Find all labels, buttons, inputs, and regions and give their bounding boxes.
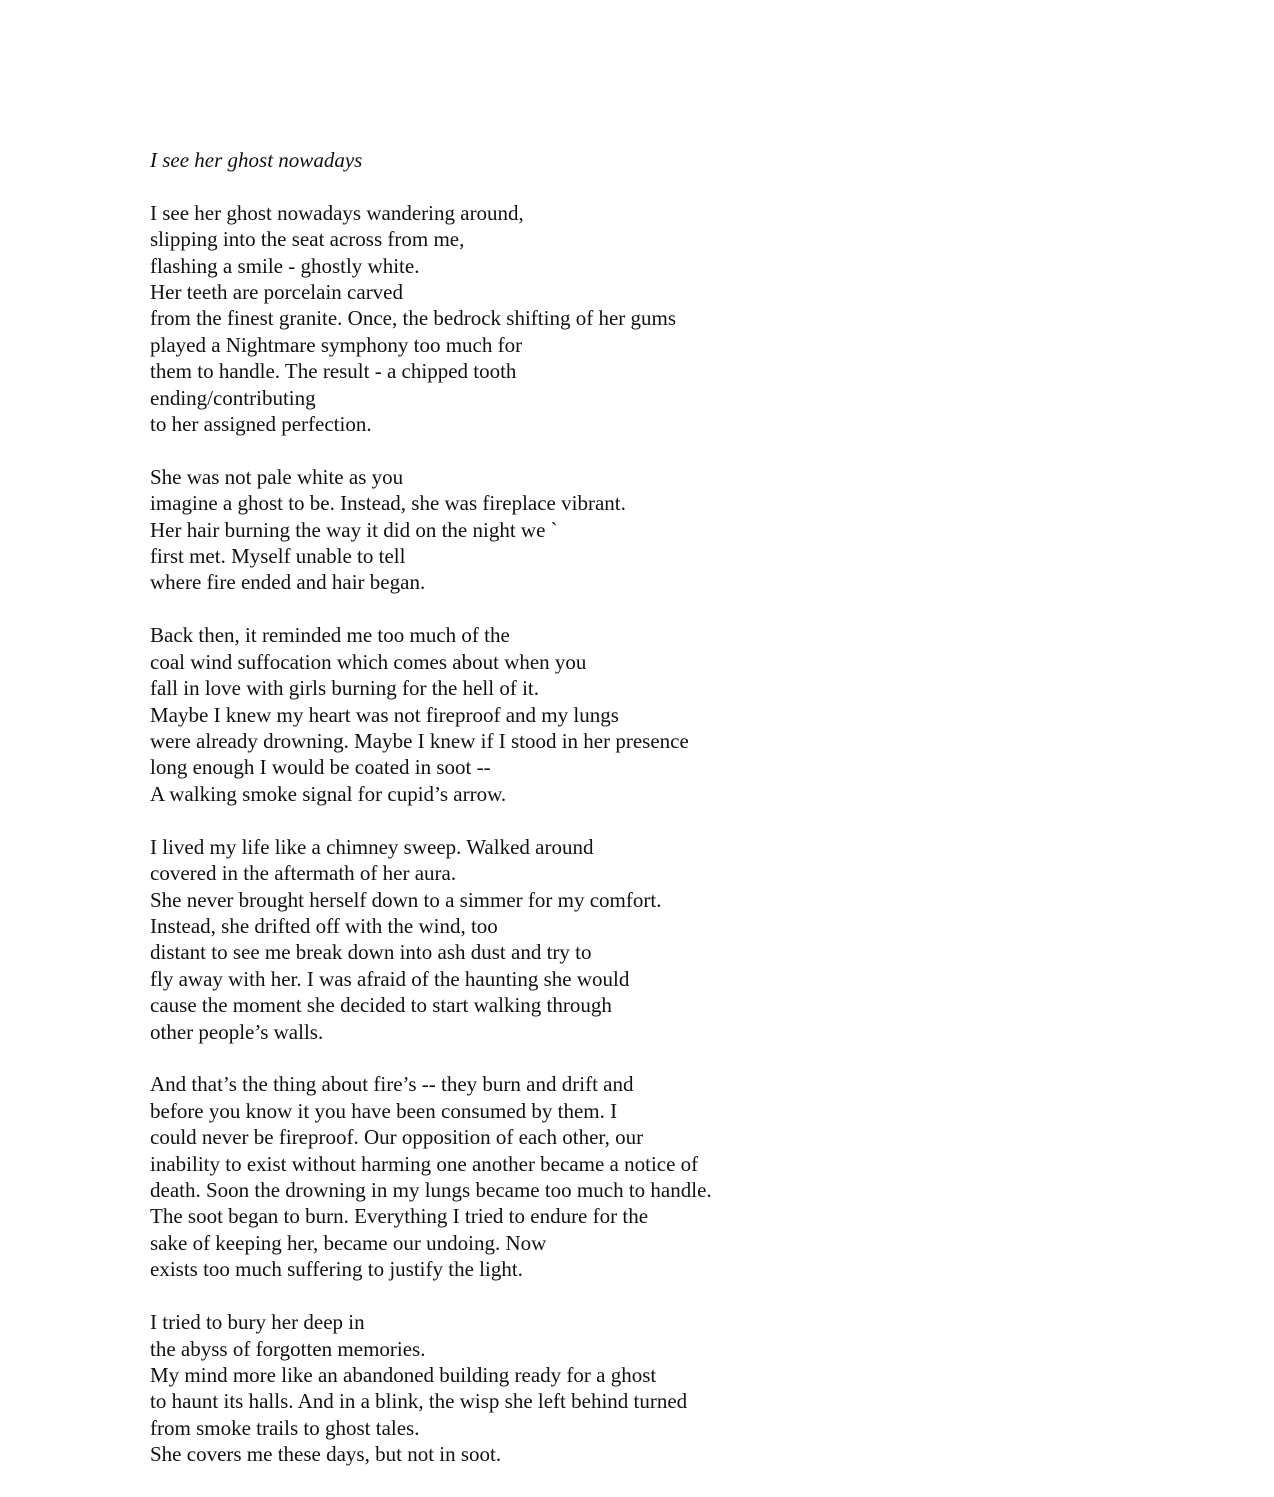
poem-line: could never be fireproof. Our opposition of each other, our: [150, 1125, 644, 1150]
document-page: [150, 147, 1150, 1494]
poem-line: covered in the aftermath of her aura.: [150, 861, 457, 886]
poem-line: She was not pale white as you: [150, 464, 404, 489]
poem-line: I see her ghost nowadays wandering around,: [150, 200, 524, 225]
poem-line: distant to see me break down into ash dust and try to: [150, 940, 592, 965]
poem-line: And that’s the thing about fire’s -- they burn and drift and: [150, 1072, 634, 1097]
stanza-3: [150, 622, 1150, 807]
stanza-2: [150, 464, 1150, 596]
poem-line: to haunt its halls. And in a blink, the wisp she left behind turned: [150, 1389, 688, 1414]
poem-line: coal wind suffocation which comes about when you: [150, 649, 587, 674]
poem-line: Maybe I knew my heart was not fireproof and my lungs: [150, 702, 619, 727]
poem-line: She never brought herself down to a simmer for my comfort.: [150, 887, 662, 912]
poem-line: Her teeth are porcelain carved: [150, 279, 404, 304]
poem-line: inability to exist without harming one another became a notice of: [150, 1151, 699, 1176]
poem-line: cause the moment she decided to start walking through: [150, 993, 612, 1018]
poem-line: imagine a ghost to be. Instead, she was fireplace vibrant.: [150, 491, 626, 516]
poem-line: Back then, it reminded me too much of the: [150, 623, 510, 648]
poem-line: The soot began to burn. Everything I tried to endure for the: [150, 1204, 649, 1229]
poem-line: first met. Myself unable to tell: [150, 544, 406, 569]
poem-line: She covers me these days, but not in soot.: [150, 1442, 502, 1467]
poem-line: death. Soon the drowning in my lungs became too much to handle.: [150, 1178, 712, 1203]
poem-line: other people’s walls.: [150, 1019, 324, 1044]
poem-title: I see her ghost nowadays: [150, 148, 363, 172]
poem-line: exists too much suffering to justify the light.: [150, 1257, 523, 1282]
stanza-6: [150, 1309, 1150, 1467]
poem-line: slipping into the seat across from me,: [150, 227, 465, 252]
poem-line: before you know it you have been consumed by them. I: [150, 1098, 618, 1123]
poem-line: them to handle. The result - a chipped tooth: [150, 359, 517, 384]
poem-line: sake of keeping her, became our undoing. Now: [150, 1230, 547, 1255]
stanza-5: [150, 1071, 1150, 1282]
stanza-1: [150, 200, 1150, 438]
poem-line: Instead, she drifted off with the wind, too: [150, 913, 498, 938]
poem-line: the abyss of forgotten memories.: [150, 1336, 426, 1361]
poem-line: My mind more like an abandoned building ready for a ghost: [150, 1362, 657, 1387]
poem-line: from smoke trails to ghost tales.: [150, 1415, 420, 1440]
poem-line: I tried to bury her deep in: [150, 1310, 365, 1335]
poem-line: fall in love with girls burning for the hell of it.: [150, 676, 540, 701]
poem-line: from the finest granite. Once, the bedrock shifting of her gums: [150, 306, 677, 331]
poem-line: flashing a smile - ghostly white.: [150, 253, 420, 278]
poem-line: to her assigned perfection.: [150, 411, 372, 436]
poem-line: were already drowning. Maybe I knew if I stood in her presence: [150, 729, 689, 753]
stanza-4: [150, 834, 1150, 1045]
poem-line: Her hair burning the way it did on the night we `: [150, 517, 558, 542]
poem-line: played a Nightmare symphony too much for: [150, 332, 523, 357]
poem-line: where fire ended and hair began.: [150, 570, 426, 595]
poem-line: ending/contributing: [150, 385, 316, 410]
poem-line: long enough I would be coated in soot --: [150, 755, 491, 780]
poem-line: fly away with her. I was afraid of the haunting she would: [150, 966, 630, 991]
poem-line: A walking smoke signal for cupid’s arrow.: [150, 781, 507, 806]
poem-line: I lived my life like a chimney sweep. Walked around: [150, 834, 594, 859]
